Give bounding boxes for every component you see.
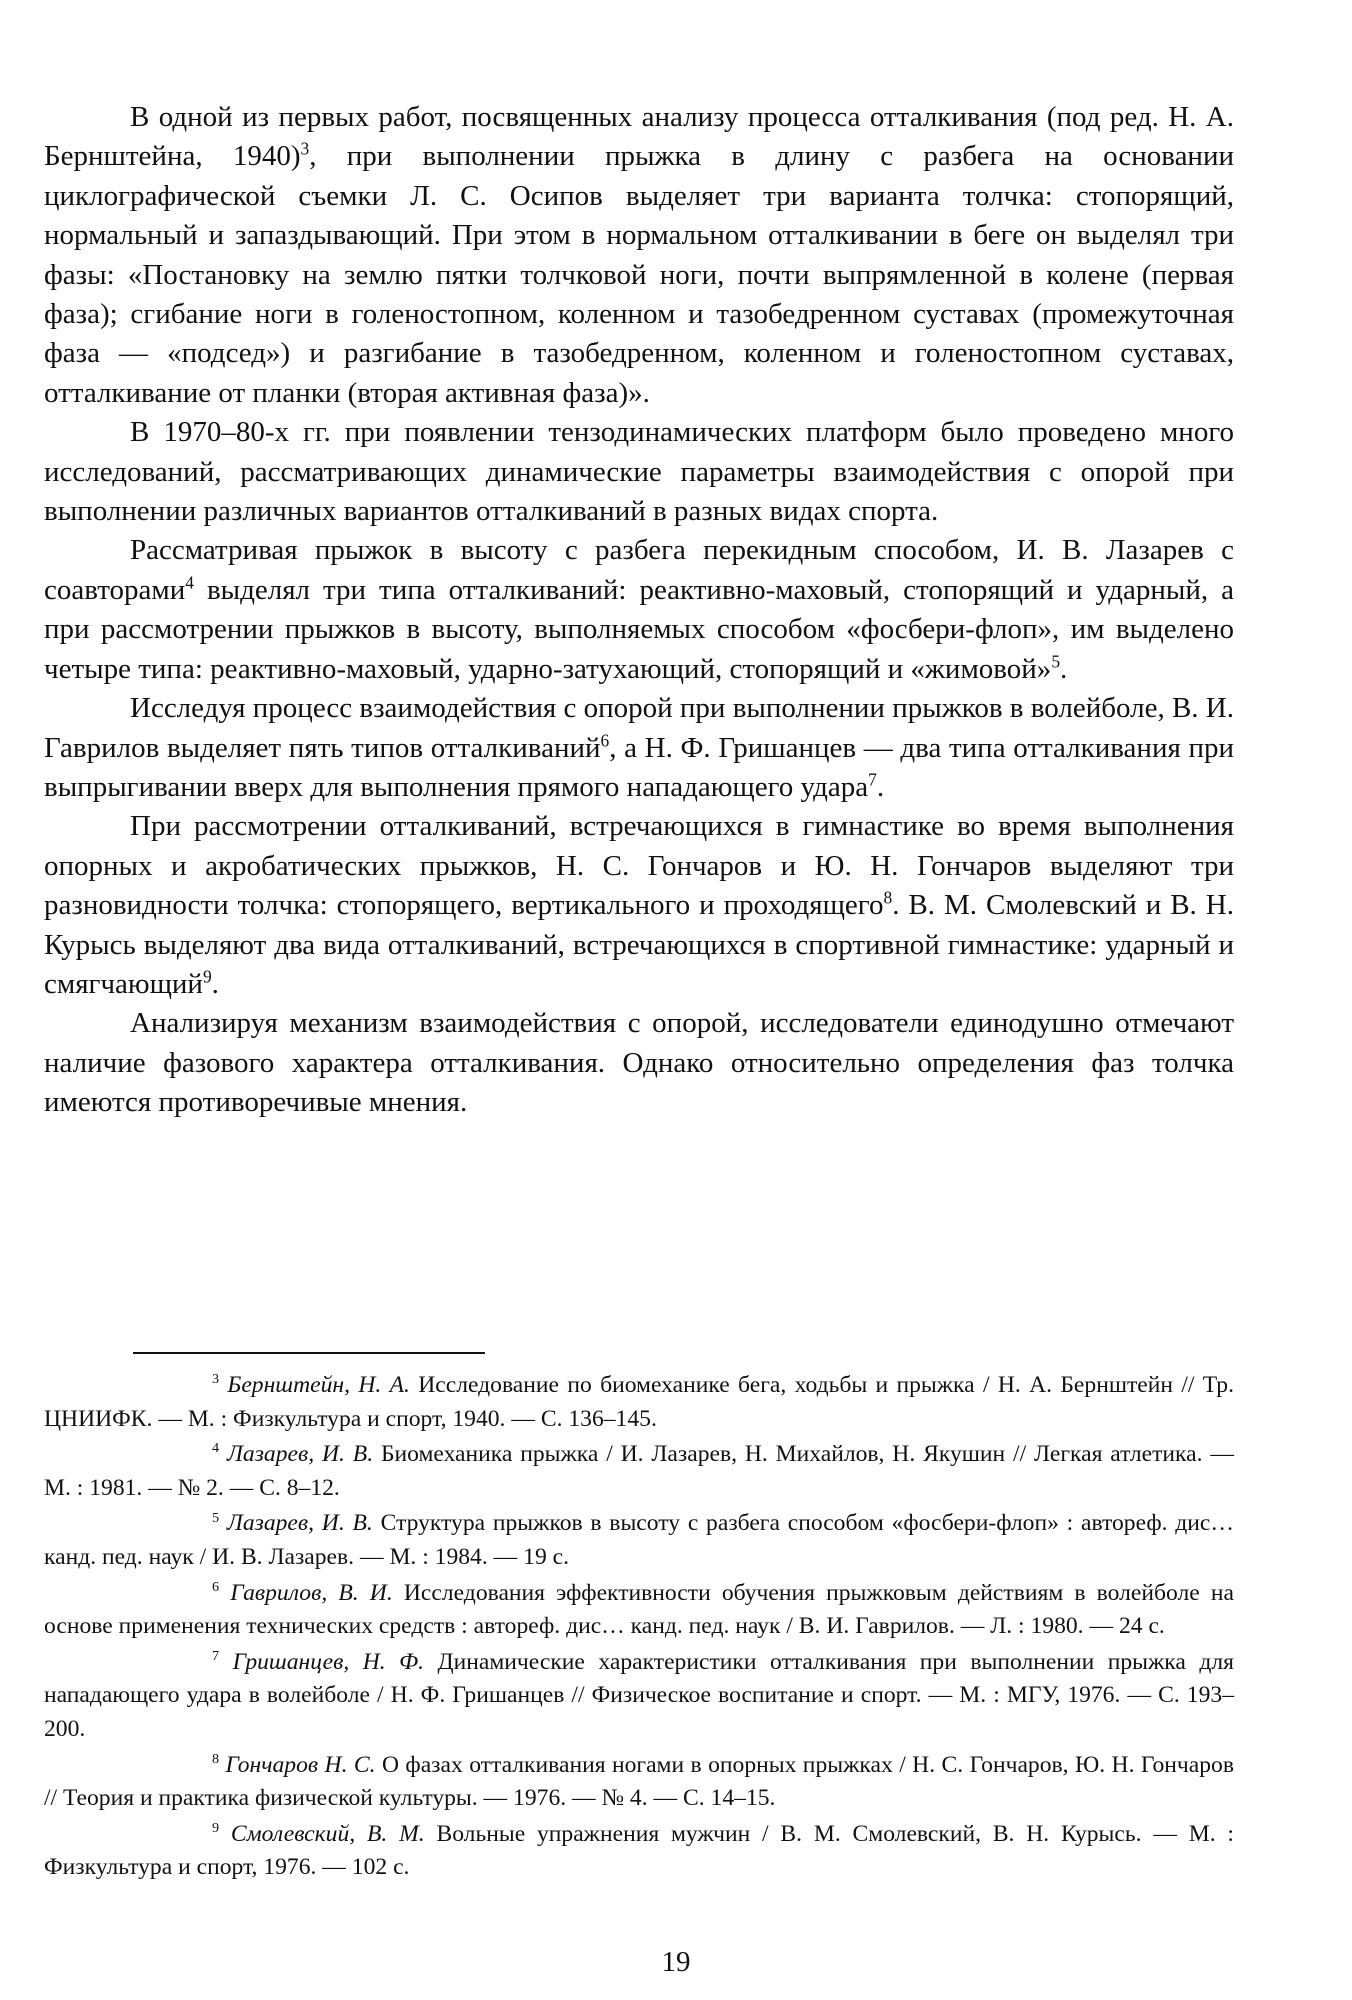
footnote: $^7$ Гришанцев, Н. Ф. Динамические характеристики отталкивания при выполнении прыжка для нападающего удара в волейболе / Н. Ф. Гришанцев // Физическое воспитание и спорт. — М. : МГУ, 1976. — С. 193–200.: [44, 1647, 1234, 1742]
page-number: 19: [661, 1946, 691, 1978]
footnote-ref: 4: [185, 572, 194, 593]
footnote-text: Вольные упражнения мужчин / В. М. Смолевский, В. Н. Курысь. — М. : Физкультура и спорт, 1976. — 102 с.: [44, 1820, 1234, 1881]
footnote: $^8$ Гончаров Н. С. О фазах отталкивания ногами в опорных прыжках / Н. С. Гончаров, Ю. Н. Гончаров // Теория и практика физической культуры. — 1976. — № 4. — С. 14–15.: [44, 1750, 1234, 1812]
footnote-separator: [133, 1352, 485, 1354]
paragraph-text: Рассматривая прыжок в высоту с разбега перекидным способом, И. В. Лазарев с соавторами: [44, 534, 1234, 606]
footnote: $^5$ Лазарев, И. В. Структура прыжков в высоту с разбега способом «фосбери-флоп» : автореф. дис… канд. пед. наук / И. В. Лазарев. — М. : 1984. — 19 с.: [44, 1509, 1234, 1570]
paragraph-text: . В. М. Смолевский и В. Н. Курысь выделяют два вида отталкиваний, встречающихся в спортивной гимнастике: ударный и смягчающий: [44, 889, 1234, 1000]
footnote-text: Исследование по биомеханике бега, ходьбы и прыжка / Н. А. Бернштейн // Тр. ЦНИИФК. — М. : Физкультура и спорт, 1940. — С. 136–145.: [44, 1372, 1234, 1432]
footnote-text: О фазах отталкивания ногами в опорных прыжках / Н. С. Гончаров, Ю. Н. Гончаров // Теория и практика физической культуры. — 1976. — № 4. — С. 14–15.: [44, 1751, 1234, 1812]
paragraph-text: При рассмотрении отталкиваний, встречающихся в гимнастике во время выполнения опорных и акробатических прыжков, Н. С. Гончаров и Ю. Н. Гончаров выделяют три разновидности толчка: стопорящего, вертикального и проходящего: [44, 810, 1234, 922]
footnote-author: Лазарев, И. В.: [226, 1441, 374, 1468]
footnote: $^4$ Лазарев, И. В. Биомеханика прыжка / И. Лазарев, Н. Михайлов, Н. Якушин // Легкая атлетика. — М. : 1981. — № 2. — С. 8–12.: [44, 1440, 1234, 1501]
paragraph-text: Исследуя процесс взаимодействия с опорой при выполнении прыжков в волейболе, В. И. Гаврилов выделяет пять типов отталкиваний: [44, 692, 1234, 764]
paragraph-text: .: [1060, 652, 1068, 685]
footnote-author: Лазарев, И. В.: [226, 1510, 373, 1537]
footnote-author: Гончаров Н. С.: [225, 1751, 376, 1778]
footnote-text: Структура прыжков в высоту с разбега способом «фосбери-флоп» : автореф. дис… канд. пед. наук / И. В. Лазарев. — М. : 1984. — 19 с.: [44, 1510, 1234, 1570]
paragraph-text: .: [211, 967, 219, 1000]
paragraph: [44, 807, 1234, 1004]
paragraph-text: В одной из первых работ, посвященных анализу процесса отталкивания (под ред. Н. А. Бернштейна, 1940): [44, 101, 1234, 173]
footnote-ref: 6: [600, 729, 610, 750]
footnotes: [44, 1369, 1234, 1885]
paragraph-text: выделял три типа отталкиваний: реактивно-маховый, стопорящий и ударный, а при рассмотрении прыжков в высоту, выполняемых способом «фосбери-флоп», им выделено четыре типа: реактивно-маховый, ударно-затухающий, стопорящий и «жимовой»: [44, 573, 1234, 685]
footnote: $^9$ Смолевский, В. М. Вольные упражнения мужчин / В. М. Смолевский, В. Н. Курысь. — М. : Физкультура и спорт, 1976. — 102 с.: [44, 1819, 1234, 1881]
footnote-ref: 7: [868, 769, 877, 790]
footnote-ref: 9: [202, 966, 212, 987]
paragraph-text: В 1970–80-х гг. при появлении тензодинамических платформ было проведено много исследований, рассматривающих динамические параметры взаимодействия с опорой при выполнении различных вариантов отталкиваний в разных видах спорта.: [44, 416, 1234, 528]
footnote-author: Гришанцев, Н. Ф.: [232, 1648, 425, 1675]
footnote-text: Динамические характеристики отталкивания при выполнении прыжка для нападающего удара в волейболе / Н. Ф. Гришанцев // Физическое воспитание и спорт. — М. : МГУ, 1976. — С. 193–200.: [44, 1648, 1234, 1742]
footnote-ref: 3: [300, 138, 310, 159]
paragraph: [44, 98, 1234, 413]
footnote-author: Гаврилов, В. И.: [230, 1579, 393, 1606]
footnote-ref: 8: [883, 887, 893, 908]
paragraph-text: .: [876, 770, 885, 803]
paragraph-text: , при выполнении прыжка в длину с разбега на основании циклографической съемки Л. С. Осипов выделяет три варианта толчка: стопорящий, нормальный и запаздывающий. При этом в нормальном отталкивании в беге он выделял три фазы: «Постановку на землю пятки толчковой ноги, почти выпрямленной в колене (первая фаза); сгибание ноги в голеностопном, коленном и тазобедренном суставах (промежуточная фаза — «подсед») и разгибание в тазобедренном, коленном и голеностопном суставах, отталкивание от планки (вторая активная фаза)».: [44, 140, 1234, 409]
footnote-text: Исследования эффективности обучения прыжковым действиям в волейболе на основе применения технических средств : автореф. дис… канд. пед. наук / В. И. Гаврилов. — Л. : 1980. — 24 с.: [44, 1579, 1234, 1640]
footnote-author: Смолевский, В. М.: [230, 1820, 425, 1847]
main-text: [44, 98, 1234, 1123]
footnote: $^3$ Бернштейн, Н. А. Исследование по биомеханике бега, ходьбы и прыжка / Н. А. Бернштейн // Тр. ЦНИИФК. — М. : Физкультура и спорт, 1940. — С. 136–145.: [44, 1371, 1234, 1432]
footnote: $^6$ Гаврилов, В. И. Исследования эффективности обучения прыжковым действиям в волейболе на основе применения технических средств : автореф. дис… канд. пед. наук / В. И. Гаврилов. — Л. : 1980. — 24 с.: [44, 1578, 1234, 1640]
paragraph: [44, 689, 1234, 807]
footnote-author: Бернштейн, Н. А.: [227, 1372, 410, 1398]
paragraph-text: , а Н. Ф. Гришанцев — два типа отталкивания при выпрыгивании вверх для выполнения прямого нападающего удара: [44, 731, 1234, 803]
paragraph: [44, 413, 1234, 531]
paragraph-text: Анализируя механизм взаимодействия с опорой, исследователи единодушно отмечают наличие фазового характера отталкивания. Однако относительно определения фаз толчка имеются противоречивые мнения.: [44, 1007, 1234, 1119]
footnote-text: Биомеханика прыжка / И. Лазарев, Н. Михайлов, Н. Якушин // Легкая атлетика. — М. : 1981. — № 2. — С. 8–12.: [44, 1441, 1234, 1501]
paragraph: [44, 1004, 1234, 1122]
footnote-ref: 5: [1051, 651, 1061, 672]
paragraph: [44, 531, 1234, 689]
